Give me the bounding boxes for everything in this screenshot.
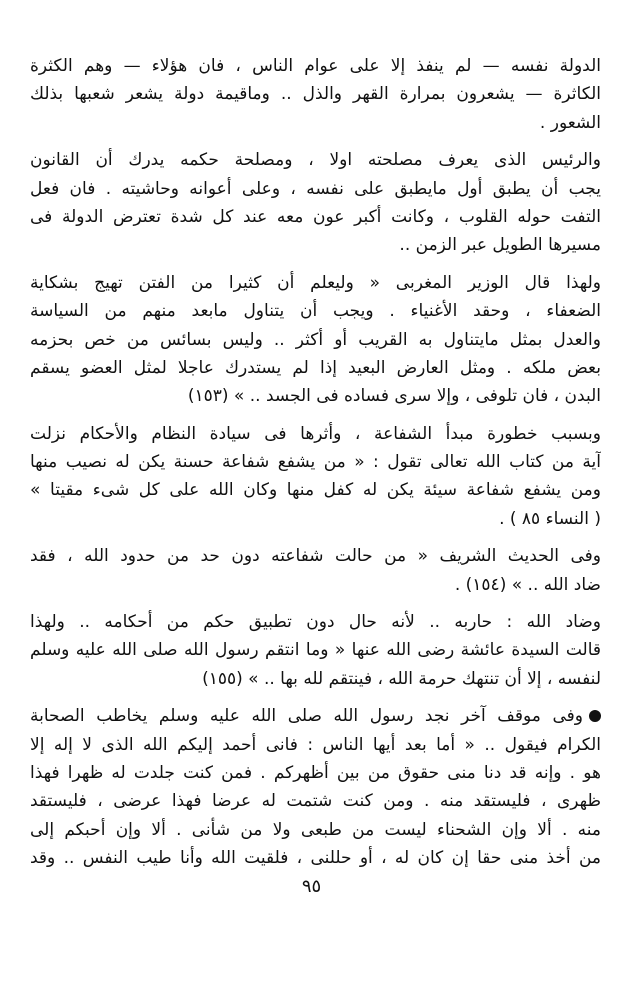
text-line: والرئيس الذى يعرف مصلحته اولا ، ومصلحة حكمه يدرك أن القانون <box>30 150 601 171</box>
paragraph-bulleted <box>30 702 601 872</box>
text-line: الكرام فيقول .. « أما بعد أيها الناس : فانى أحمد إليكم الله الذى لا إله إلا <box>30 734 601 755</box>
bullet-icon <box>589 710 601 722</box>
text-line: ومن يشفع شفاعة سيئة يكن له كفل منها وكان الله على كل شىء مقيتا » <box>30 480 601 501</box>
text-line <box>30 702 601 730</box>
text-line: يجب أن يطبق أول مايطبق على نفسه ، وعلى أعوانه وحاشيته . فان فعل <box>30 178 601 199</box>
paragraph <box>30 52 601 137</box>
text-line: بعض ملكه . ومثل العارض البعيد إذا لم يستدرك عاجلا لمثل العضو يسقم <box>30 357 601 378</box>
paragraph <box>30 146 601 260</box>
text-line: وبسبب خطورة مبدأ الشفاعة ، وأثرها فى سيادة النظام والأحكام نزلت <box>30 423 601 444</box>
paragraph <box>30 420 601 534</box>
text-line: الشعور . <box>539 112 601 133</box>
text-line: ( النساء ٨٥ ) . <box>499 508 601 529</box>
text-line: منه . ألا وإن الشحناء ليست من طبعى ولا من شأنى . ألا وإن أحبكم إلى <box>30 819 601 840</box>
paragraph <box>30 269 601 411</box>
text-line: البدن ، فان تلوفى ، وإلا سرى فساده فى الجسد .. » (١٥٣) <box>187 386 601 407</box>
text-line: ظهرى ، فليستقد منه . ومن كنت شتمت له عرضا فهذا عرضى ، فليستقد <box>30 791 601 812</box>
text-line: آية من كتاب الله تعالى تقول : « من يشفع شفاعة حسنة يكن له نصيب منها <box>30 452 601 473</box>
text-line: هو . وإنه قد دنا منى حقوق من بين أظهركم . فمن كنت جلدت له ظهرا فهذا <box>30 762 601 783</box>
paragraph <box>30 608 601 693</box>
text-line: مسيرها الطويل عبر الزمن .. <box>399 235 601 256</box>
text-line: التفت حوله القلوب ، وكانت أكبر عون معه عند كل شدة تعترض الدولة فى <box>30 206 601 227</box>
text-line: لنفسه ، إلا أن تنتهك حرمة الله ، فينتقم لله بها .. » (١٥٥) <box>202 668 601 689</box>
text-line: الضعفاء ، وحقد الأغنياء . ويجب أن يتناول مابعد منهم من السياسة <box>30 301 601 322</box>
text-line: ضاد الله .. » (١٥٤) . <box>454 574 601 595</box>
text-line: الدولة نفسه — لم ينفذ إلا على عوام الناس ، فان هؤلاء — وهم الكثرة <box>30 56 601 76</box>
text-line-content: وفى موقف آخر نجد رسول الله صلى الله عليه وسلم يخاطب الصحابة <box>30 706 583 727</box>
text-line: وفى الحديث الشريف « من حالت شفاعته دون حد من حدود الله ، فقد <box>30 546 601 567</box>
page-number: ٩٥ <box>301 876 322 897</box>
text-line: قالت السيدة عائشة رضى الله عنها « وما انتقم رسول الله صلى الله عليه وسلم <box>30 640 601 661</box>
text-line: ولهذا قال الوزير المغربى « وليعلم أن كثيرا من الفتن تهيج بشكاية <box>30 272 601 293</box>
text-line: وضاد الله : حاربه .. لأنه حال دون تطبيق حكم من أحكامه .. ولهذا <box>30 612 601 633</box>
text-line: من أخذ منى حقا إن كان له ، أو حللنى ، فلقيت الله وأنا طيب النفس .. وقد <box>30 848 601 869</box>
paragraph <box>30 542 601 599</box>
text-line: الكاثرة — يشعرون بمرارة القهر والذل .. وماقيمة دولة يشعر شعبها بذلك <box>30 84 601 105</box>
text-line: والعدل بمثل مايتناول به القريب أو أكثر .. وليس بسائس من خص بحزمه <box>30 329 601 350</box>
page-body <box>30 52 601 882</box>
